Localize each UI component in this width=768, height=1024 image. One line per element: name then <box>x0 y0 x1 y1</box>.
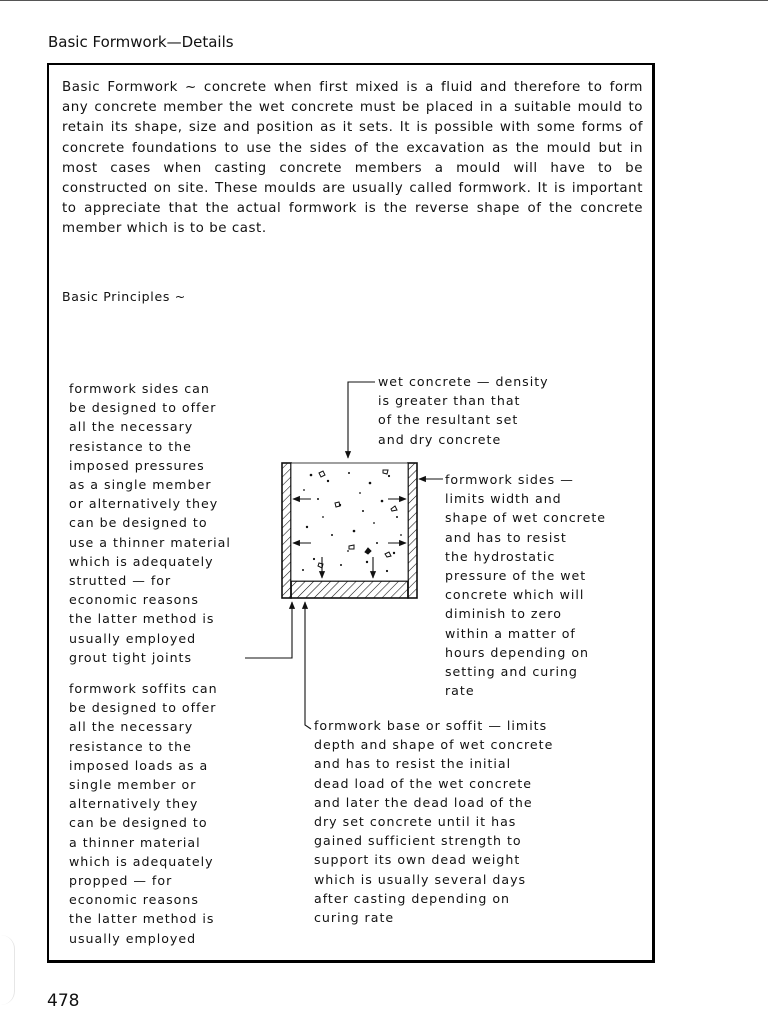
soffit-leader <box>305 602 311 729</box>
edge-shadow <box>0 935 15 1005</box>
formwork-soffits-note: formwork soffits can be designed to offer all the necessary resistance to the imposed loads as a single member or alternatively they can be designed to a thinner material which is adequately propped — for economic reasons the latter method is usually employed <box>69 681 218 946</box>
formwork-section <box>282 463 417 598</box>
concrete-stones <box>318 470 397 568</box>
formwork-soffit <box>291 581 408 598</box>
page-number: 478 <box>47 991 80 1011</box>
wet-concrete-leader <box>348 382 375 458</box>
pressure-arrows <box>293 499 406 578</box>
concrete-aggregate <box>302 472 402 572</box>
formwork-sides-right-note: formwork sides — limits width and shape of wet concrete and has to resist the hydrostatic pressure of the wet concrete which will diminish to zero within a matter of hours depending on setting and curing rate <box>445 472 607 699</box>
formwork-base-note: formwork base or soffit — limits depth and shape of wet concrete and has to resist the initial dead load of the wet concrete and later the dead load of the dry set concrete until it has gained sufficient strength to support its own dead weight which is usually several days after casting depending on curing rate <box>314 718 554 926</box>
wet-concrete-note: wet concrete — density is greater than that of the resultant set and dry concrete <box>378 374 549 447</box>
formwork-sides-left-note: formwork sides can be designed to offer all the necessary resistance to the imposed pressures as a single member or alternatively they can be designed to use a thinner material which is adequately strutted — for economic reasons the latter method is usually employed <box>69 381 231 646</box>
content-frame <box>47 63 655 963</box>
right-formwork-side <box>408 463 417 598</box>
intro-paragraph: Basic Formwork ~ concrete when first mixed is a fluid and therefore to form any concrete member the wet concrete must be placed in a suitable mould to retain its shape, size and position as it sets. It is possible with some forms of concrete foundations to use the sides of the excavation as the mould but in most cases when casting concrete members a mould will have to be constructed on site. These moulds are usually called formwork. It is important to appreciate that the actual formwork is the reverse shape of the concrete member which is to be cast. <box>62 80 643 237</box>
basic-principles-heading: Basic Principles ~ <box>62 289 186 304</box>
grout-tight-joints-label: grout tight joints <box>69 650 193 665</box>
top-rule <box>0 0 768 1</box>
wet-concrete-fill <box>291 463 408 581</box>
page-header: Basic Formwork—Details <box>48 33 234 51</box>
